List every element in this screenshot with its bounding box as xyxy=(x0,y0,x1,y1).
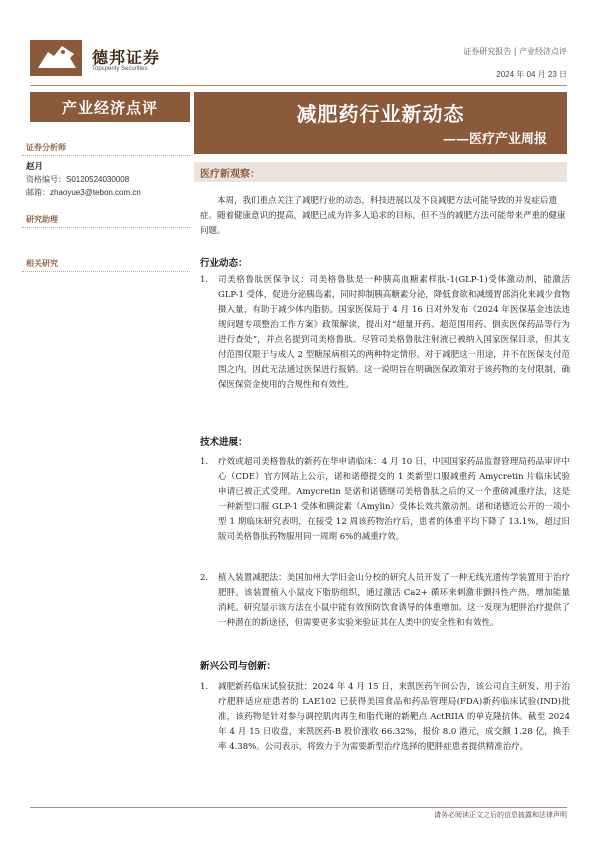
list-number: 1. xyxy=(200,457,209,467)
report-subtitle: ——医疗产业周报 xyxy=(442,132,547,147)
observation-heading: 医疗新观察： xyxy=(194,162,567,182)
list-text: 疗效或超司美格鲁肽的新药在华申请临床：4 月 10 日，中国国家药品监督管理局药品审评中心（CDE）官方网站上公示，诺和诺德提交的 1 类新型口服减重药 Amycretin 片临床试验申请已被正式受理。Amycretin 是诺和诺德继司美格鲁肽之后的又一个重磅减重疗法，这是一种新型口服 GLP-1 受体和胰淀素（Amylin）受体长效共激动剂。诺和诺德近公开的一项小型 1 期临床研究表明，在接受 12 周该药物治疗后，患者的体重平均下降了 13.1%，超过旧版司美格鲁肽药物服用同一周期 6%的减重疗效。 xyxy=(218,457,570,542)
list-number: 1. xyxy=(200,682,209,692)
list-item xyxy=(200,273,570,393)
analyst-email xyxy=(26,187,141,198)
list-text: 司美格鲁肽医保争议：司美格鲁肽是一种胰高血糖素样肽-1(GLP-1)受体激动剂，能激活 GLP-1 受体，促进分泌胰岛素，同时抑制胰高糖素分泌，降低食欲和减缓胃部消化来减少食物摄入量，有助于减少体内脂肪。国家医保局于 4 月 16 日对外发布《2024 年医保基金违法违规问题专项整治工作方案》政策解读，提出对“超量开药、超范围用药、倒卖医保药品等行为进行查处”，并点名提到司美格鲁肽。尽管司美格鲁肽注射液已被纳入国家医保目录，但其支付范围仅限于与成人 2 型糖尿病相关的两种特定情形。对于减肥这一用途，并不在医保支付范围之内，因此无法通过医保进行报销。这一说明旨在明确医保政策对于该药物的支付限制，确保医保资金使用的合规性和有效性。 xyxy=(218,275,570,390)
license-value: S0120524030008 xyxy=(66,175,130,184)
license-label: 资格编号： xyxy=(26,175,66,184)
report-type: 证券研究报告 | 产业经济点评 xyxy=(463,47,567,56)
analyst-name: 赵月 xyxy=(26,162,44,172)
title-banner xyxy=(194,92,567,154)
legal-disclaimer: 请务必阅读正文之后的信息披露和法律声明 xyxy=(434,811,567,819)
intro-paragraph: 本周，我们重点关注了减肥行业的动态，科技进展以及不良减肥方法可能导致的并发症后遗症。随着健康意识的提高，减肥已成为许多人追求的目标，但不当的减肥方法可能带来严重的健康问题。 xyxy=(200,196,566,236)
company-logo xyxy=(30,40,82,76)
section-heading-industry: 行业动态： xyxy=(200,258,248,269)
analyst-heading: 证券分析师 xyxy=(22,140,190,156)
list-item xyxy=(200,571,570,631)
brand-name-english: Topsperity Securities xyxy=(92,66,148,72)
report-date: 2024 年 04 月 23 日 xyxy=(496,70,567,79)
list-item xyxy=(200,455,570,545)
email-label: 邮箱： xyxy=(26,188,50,197)
section-heading-technology: 技术进展： xyxy=(200,437,248,448)
assistant-heading: 研究助理 xyxy=(22,212,190,228)
list-text: 植入装置减肥法：美国加州大学旧金山分校的研究人员开发了一种无线光遗传学装置用于治疗肥胖。该装置植入小鼠皮下脂肪组织，通过激活 Ca2+ 循环来刺激非颤抖性产热，增加能量消耗。研究显示该方法在小鼠中能有效预防饮食诱导的体重增加。这一发现为肥胖治疗提供了一种潜在的新途径，但需要更多实验来验证其在人类中的安全性和有效性。 xyxy=(218,573,570,628)
analyst-license xyxy=(26,174,129,185)
category-banner: 产业经济点评 xyxy=(30,92,190,122)
list-item xyxy=(200,680,570,755)
report-title: 减肥药行业新动态 xyxy=(296,102,465,126)
related-research-heading: 相关研究 xyxy=(22,256,190,272)
list-text: 减肥新药临床试验获批：2024 年 4 月 15 日，来凯医药午间公告，该公司自主研发、用于治疗肥胖适应症患者的 LAE102 已获得美国食品和药品管理局(FDA)新药临床试验(IND)批准，该药物是针对参与调控肌肉再生和脂代谢的新靶点 ActRIIA 的单克隆抗体。截至 2024 年 4 月 15 日收盘，来凯医药-B 股价涨收 66.32%，报价 8.0 港元，成交额 1.28 亿，换手率 4.38%。公司表示，将致力于为需要新型治疗选择的肥胖症患者提供精准治疗。 xyxy=(218,682,570,752)
brand-name: 德邦证券 xyxy=(92,48,161,67)
list-number: 2. xyxy=(200,573,209,583)
list-number: 1. xyxy=(200,275,209,285)
email-value[interactable]: zhaoyue3@tebon.com.cn xyxy=(50,188,141,197)
footer-divider xyxy=(30,807,567,808)
header-divider xyxy=(30,85,567,86)
section-heading-companies: 新兴公司与创新： xyxy=(200,661,277,672)
